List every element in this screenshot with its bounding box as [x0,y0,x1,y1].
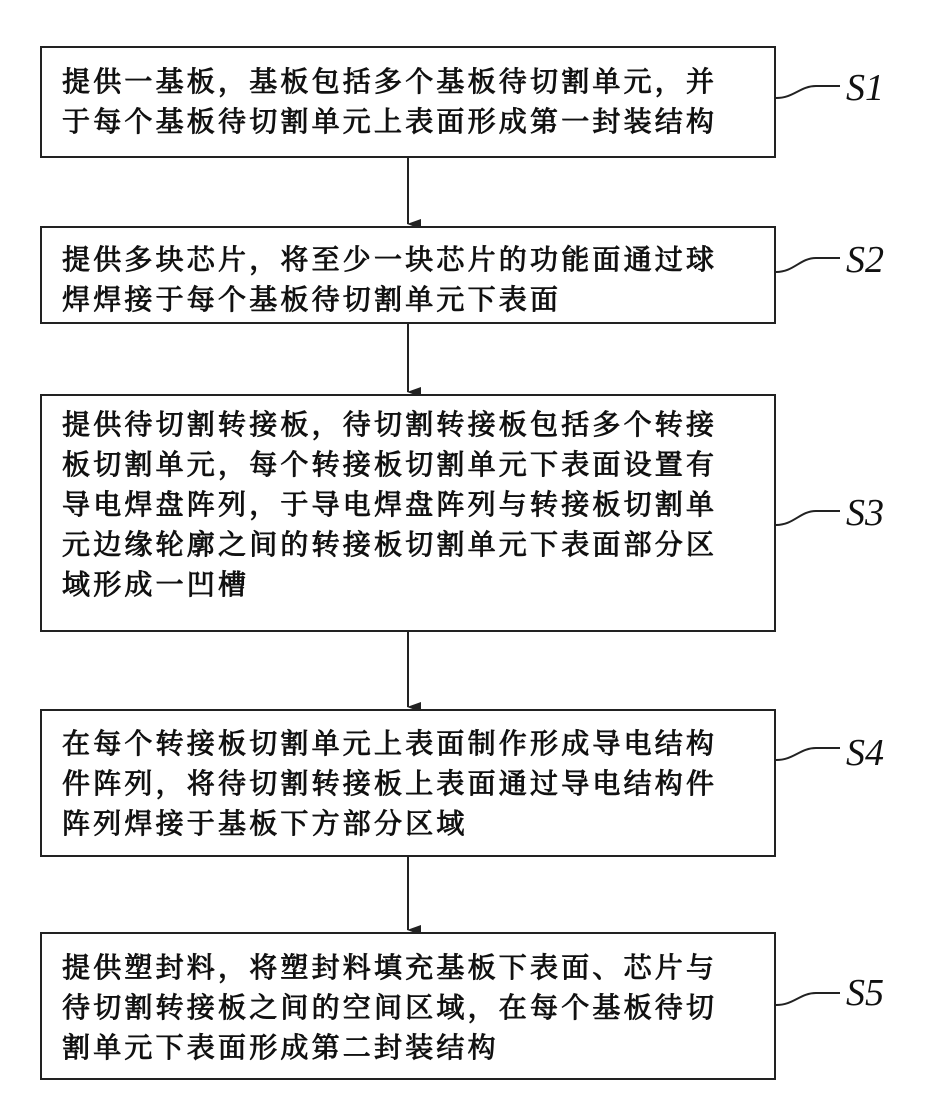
step-box-s1 [40,46,776,158]
step-text-s2: 提供多块芯片，将至少一块芯片的功能面通过球 焊焊接于每个基板待切割单元下表面 [62,243,718,316]
leader-line-s4 [776,748,840,760]
step-label-s3: S3 [846,492,884,534]
leader-line-s3 [776,511,840,525]
step-label-s5: S5 [846,972,884,1014]
step-label-s2: S2 [846,239,884,281]
step-text-s5: 提供塑封料，将塑封料填充基板下表面、芯片与 待切割转接板之间的空间区域，在每个基板待切 割单元下表面形成第二封装结构 [62,951,718,1064]
step-box-s5 [40,932,776,1080]
step-text-s1: 提供一基板，基板包括多个基板待切割单元，并 于每个基板待切割单元上表面形成第一封装结构 [62,65,718,138]
step-text-s4: 在每个转接板切割单元上表面制作形成导电结构 件阵列，将待切割转接板上表面通过导电结构件 阵列焊接于基板下方部分区域 [62,727,718,840]
step-label-s1: S1 [846,67,884,109]
step-box-s2 [40,226,776,324]
step-label-s4: S4 [846,732,884,774]
step-box-s3 [40,394,776,632]
step-box-s4 [40,709,776,857]
leader-line-s5 [776,993,840,1005]
leader-line-s1 [776,86,840,98]
step-text-s3: 提供待切割转接板，待切割转接板包括多个转接 板切割单元，每个转接板切割单元下表面设置有 导电焊盘阵列，于导电焊盘阵列与转接板切割单 元边缘轮廓之间的转接板切割单元下表面部分区 域形成一凹槽 [62,408,718,601]
leader-line-s2 [776,258,840,272]
